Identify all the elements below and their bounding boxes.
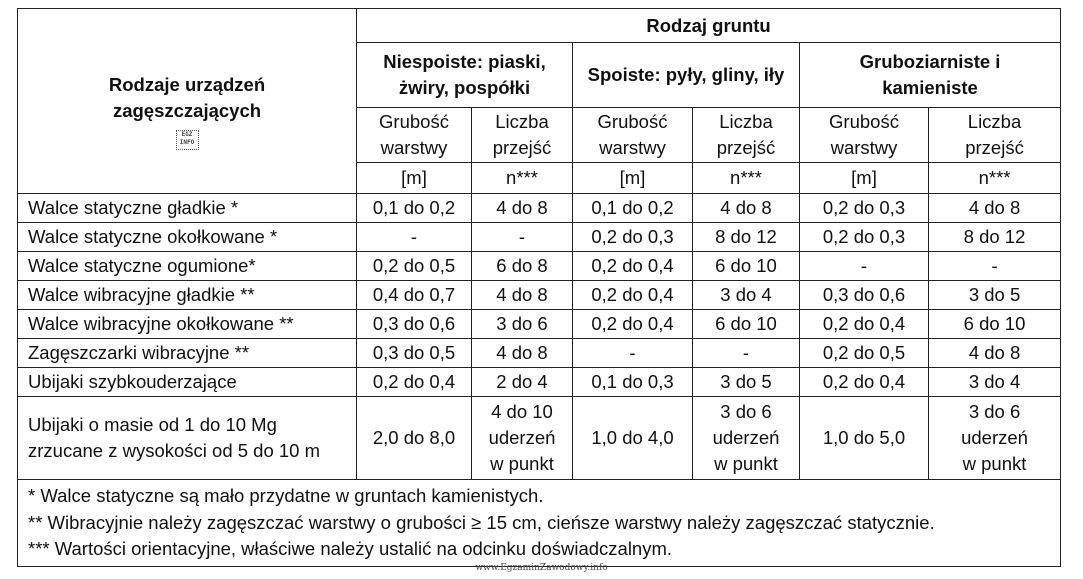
table-row bbox=[18, 194, 1061, 223]
value-cell: - bbox=[929, 252, 1061, 281]
value-cell: 8 do 12 bbox=[693, 223, 800, 252]
value-cell: 0,2 do 0,4 bbox=[573, 281, 693, 310]
value-cell: 4 do 10 uderzeń w punkt bbox=[472, 397, 573, 480]
param-thickness: Grubość warstwy bbox=[357, 108, 472, 163]
value-cell: 4 do 8 bbox=[472, 281, 573, 310]
value-cell: - bbox=[573, 339, 693, 368]
equipment-name: Walce wibracyjne gładkie ** bbox=[18, 281, 357, 310]
value-cell: 0,2 do 0,3 bbox=[573, 223, 693, 252]
soil-header-coarse: Gruboziarniste i kamieniste bbox=[800, 43, 1061, 108]
equipment-name: Walce statyczne ogumione* bbox=[18, 252, 357, 281]
table-row bbox=[18, 252, 1061, 281]
value-cell: 0,1 do 0,2 bbox=[573, 194, 693, 223]
value-cell: 0,4 do 0,7 bbox=[357, 281, 472, 310]
equipment-name: Ubijaki o masie od 1 do 10 Mg zrzucane z wysokości od 5 do 10 m bbox=[18, 397, 357, 480]
value-cell: 0,2 do 0,4 bbox=[573, 252, 693, 281]
footnotes bbox=[18, 480, 1061, 567]
equipment-header: Rodzaje urządzeń zagęszczających bbox=[108, 73, 266, 121]
table-row bbox=[18, 281, 1061, 310]
value-cell: - bbox=[800, 252, 929, 281]
value-cell: 0,2 do 0,4 bbox=[573, 310, 693, 339]
value-cell: 3 do 6 uderzeń w punkt bbox=[929, 397, 1061, 480]
value-cell: 0,2 do 0,4 bbox=[357, 368, 472, 397]
equipment-name: Ubijaki szybkouderzające bbox=[18, 368, 357, 397]
value-cell: 0,3 do 0,5 bbox=[357, 339, 472, 368]
value-cell: - bbox=[357, 223, 472, 252]
param-thickness: Grubość warstwy bbox=[800, 108, 929, 163]
unit-passes: n*** bbox=[472, 163, 573, 194]
param-thickness: Grubość warstwy bbox=[573, 108, 693, 163]
value-cell: 1,0 do 5,0 bbox=[800, 397, 929, 480]
value-cell: 4 do 8 bbox=[929, 194, 1061, 223]
equipment-name: Walce statyczne okołkowane * bbox=[18, 223, 357, 252]
value-cell: 4 do 8 bbox=[693, 194, 800, 223]
value-cell: 6 do 8 bbox=[472, 252, 573, 281]
value-cell: 0,1 do 0,2 bbox=[357, 194, 472, 223]
value-cell: 4 do 8 bbox=[472, 194, 573, 223]
equipment-name: Zagęszczarki wibracyjne ** bbox=[18, 339, 357, 368]
param-passes: Liczba przejść bbox=[693, 108, 800, 163]
table-row bbox=[18, 368, 1061, 397]
footnotes-row bbox=[18, 480, 1061, 567]
soil-type-header: Rodzaj gruntu bbox=[357, 9, 1061, 43]
compaction-table bbox=[17, 8, 1061, 567]
table-row bbox=[18, 310, 1061, 339]
value-cell: 4 do 8 bbox=[472, 339, 573, 368]
equipment-name: Walce wibracyjne okołkowane ** bbox=[18, 310, 357, 339]
soil-header-cohesive: Spoiste: pyły, gliny, iły bbox=[573, 43, 800, 108]
value-cell: 6 do 10 bbox=[693, 252, 800, 281]
param-passes: Liczba przejść bbox=[472, 108, 573, 163]
unit-passes: n*** bbox=[693, 163, 800, 194]
value-cell: 8 do 12 bbox=[929, 223, 1061, 252]
table-row bbox=[18, 397, 1061, 480]
unit-thickness: [m] bbox=[573, 163, 693, 194]
value-cell: 3 do 4 bbox=[693, 281, 800, 310]
value-cell: 0,2 do 0,4 bbox=[800, 368, 929, 397]
equipment-name: Walce statyczne gładkie * bbox=[18, 194, 357, 223]
value-cell: 0,2 do 0,5 bbox=[800, 339, 929, 368]
value-cell: 3 do 6 uderzeń w punkt bbox=[693, 397, 800, 480]
table-row bbox=[18, 223, 1061, 252]
value-cell: 0,3 do 0,6 bbox=[357, 310, 472, 339]
value-cell: 0,2 do 0,3 bbox=[800, 194, 929, 223]
value-cell: 1,0 do 4,0 bbox=[573, 397, 693, 480]
soil-header-noncohesive: Niespoiste: piaski, żwiry, pospółki bbox=[357, 43, 573, 108]
value-cell: 4 do 8 bbox=[929, 339, 1061, 368]
value-cell: 0,2 do 0,5 bbox=[357, 252, 472, 281]
unit-passes: n*** bbox=[929, 163, 1061, 194]
value-cell: 3 do 4 bbox=[929, 368, 1061, 397]
footnote-3: *** Wartości orientacyjne, właściwe należy ustalić na odcinku doświadczalnym. bbox=[28, 538, 673, 560]
value-cell: 0,2 do 0,4 bbox=[800, 310, 929, 339]
stamp-icon: EGZ INFO bbox=[176, 130, 199, 150]
value-cell: 6 do 10 bbox=[929, 310, 1061, 339]
header-row-group bbox=[18, 9, 1061, 43]
unit-thickness: [m] bbox=[800, 163, 929, 194]
unit-thickness: [m] bbox=[357, 163, 472, 194]
value-cell: 0,1 do 0,3 bbox=[573, 368, 693, 397]
value-cell: - bbox=[693, 339, 800, 368]
param-passes: Liczba przejść bbox=[929, 108, 1061, 163]
table-row bbox=[18, 339, 1061, 368]
value-cell: 2,0 do 8,0 bbox=[357, 397, 472, 480]
value-cell: 0,2 do 0,3 bbox=[800, 223, 929, 252]
value-cell: 0,3 do 0,6 bbox=[800, 281, 929, 310]
value-cell: 3 do 6 bbox=[472, 310, 573, 339]
footnote-2: ** Wibracyjnie należy zagęszczać warstwy o grubości ≥ 15 cm, cieńsze warstwy należy zagęszczać statycznie. bbox=[28, 511, 935, 533]
equipment-header-cell bbox=[18, 9, 357, 194]
value-cell: 3 do 5 bbox=[929, 281, 1061, 310]
value-cell: 2 do 4 bbox=[472, 368, 573, 397]
footnote-1: * Walce statyczne są mało przydatne w gruntach kamienistych. bbox=[28, 485, 544, 507]
watermark: www.EgzaminZawodowy.info bbox=[475, 563, 608, 573]
value-cell: 3 do 5 bbox=[693, 368, 800, 397]
value-cell: - bbox=[472, 223, 573, 252]
value-cell: 6 do 10 bbox=[693, 310, 800, 339]
